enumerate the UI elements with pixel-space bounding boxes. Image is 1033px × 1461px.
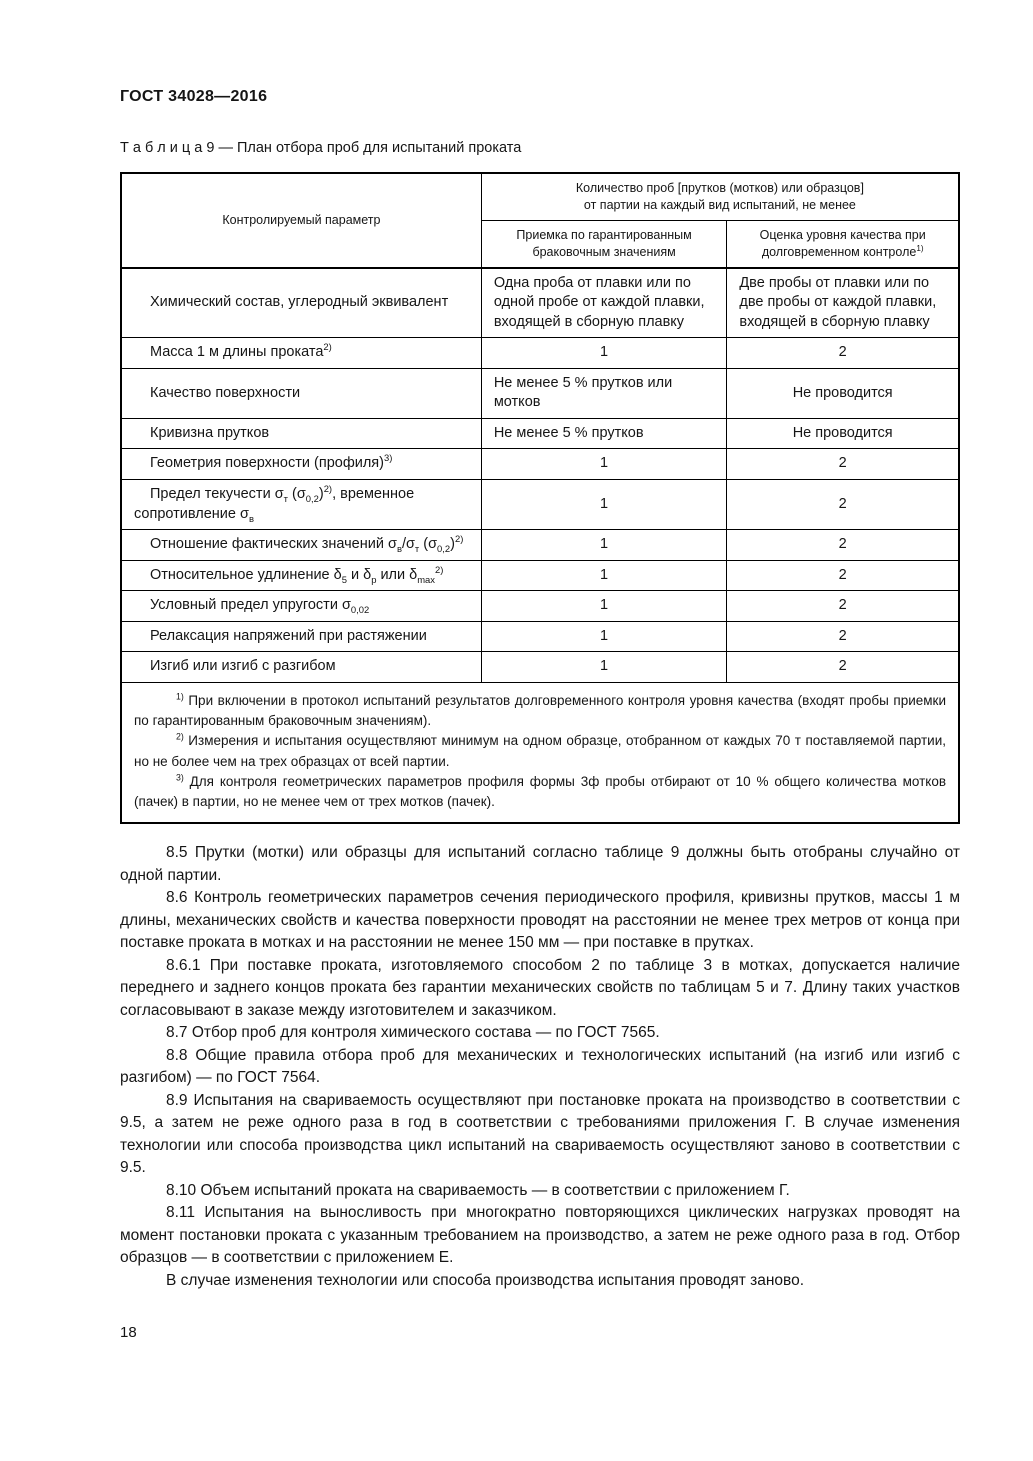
paragraph-8-5: 8.5 Прутки (мотки) или образцы для испытаний согласно таблице 9 должны быть отобраны случайно от одной партии. <box>120 844 960 884</box>
table-row-rod-curvature <box>121 418 959 449</box>
paragraph-8-7: 8.7 Отбор проб для контроля химического состава — по ГОСТ 7565. <box>166 1024 660 1042</box>
footnote-1: $^{1)}$ При включении в протокол испытаний результатов долговременного контроля уровня качества (входят пробы приемки по гарантированным браковочным значениям). <box>134 691 946 729</box>
param-cell: Масса 1 м длины проката$^{2)}$ <box>121 338 481 369</box>
col-header-quality-control: Оценка уровня качества при долговременном контроле$^{1)}$ <box>727 220 959 267</box>
footnotes-cell <box>121 682 959 823</box>
paragraph-8-6-1: 8.6.1 При поставке проката, изготовляемого способом 2 по таблице 3 в мотках, допускается наличие переднего и заднего концов проката без гарантии механических свойств по таблицам 5 и 7. Длину таких участков согласовывают в заказе между изготовителем и заказчиком. <box>120 956 960 1019</box>
param-cell: Условный предел упругости $\sigma_{0,02}$ <box>121 591 481 622</box>
doc-code: ГОСТ 34028—2016 <box>120 88 268 105</box>
table-row-actual-values-ratio <box>121 530 959 561</box>
table-row-chemical-composition <box>121 268 959 338</box>
acceptance-cell: 1 <box>481 480 727 530</box>
quality-cell: 2 <box>727 652 959 683</box>
col-header-acceptance: Приемка по гарантированным браковочным значениям <box>481 220 727 267</box>
footnote-3: $^{3)}$ Для контроля геометрических параметров профиля формы 3ф пробы отбирают от 10 % общего количества мотков (пачек) в партии, но не менее чем от трех мотков (пачек). <box>134 772 946 810</box>
table-row-mass-per-meter <box>121 338 959 369</box>
acceptance-cell: 1 <box>481 621 727 652</box>
col-header-quantity: Количество проб [прутков (мотков) или образцов] от партии на каждый вид испытаний, не менее <box>481 173 959 220</box>
paragraph-8-10: 8.10 Объем испытаний проката на свариваемость — в соответствии с приложением Г. <box>166 1181 790 1199</box>
param-cell: Изгиб или изгиб с разгибом <box>121 652 481 683</box>
param-cell: Кривизна прутков <box>121 418 481 449</box>
paragraph-final: В случае изменения технологии или способа производства испытания проводят заново. <box>166 1271 805 1289</box>
table-caption: Т а б л и ц а 9 — План отбора проб для испытаний проката <box>120 140 522 156</box>
table-row-elastic-limit <box>121 591 959 622</box>
acceptance-cell: 1 <box>481 530 727 561</box>
table-row-yield-strength <box>121 480 959 530</box>
quality-cell: 2 <box>727 530 959 561</box>
acceptance-cell: Одна проба от плавки или по одной пробе от каждой плавки, входящей в сборную плавку <box>481 268 727 338</box>
param-cell: Предел текучести $\sigma_т$ $(\sigma_{0,2})^{2)}$, временное сопротивление $\sigma_в$ <box>121 480 481 530</box>
acceptance-cell: Не менее 5 % прутков или мотков <box>481 368 727 418</box>
quality-cell: 2 <box>727 591 959 622</box>
quality-cell: 2 <box>727 621 959 652</box>
quality-cell: Не проводится <box>727 368 959 418</box>
acceptance-cell: 1 <box>481 652 727 683</box>
table-row-stress-relaxation <box>121 621 959 652</box>
paragraph-8-9: 8.9 Испытания на свариваемость осуществляют при постановке проката на производство в соответствии с 9.5, а затем не реже одного раза в год в соответствии с требованиями приложения Г. В случае изменения технологии или способа производства цикл испытаний на свариваемость осуществляют заново в соответствии с 9.5. <box>120 1091 960 1177</box>
param-cell: Релаксация напряжений при растяжении <box>121 621 481 652</box>
acceptance-cell: 1 <box>481 449 727 480</box>
acceptance-cell: Не менее 5 % прутков <box>481 418 727 449</box>
paragraph-8-6: 8.6 Контроль геометрических параметров сечения периодического профиля, кривизны прутков, массы 1 м длины, механических свойств и качества поверхности проводят на расстоянии не менее трех метров от конца при поставке проката в мотках и на расстоянии не менее 150 мм — при поставке в прутках. <box>120 889 960 952</box>
quality-cell: Две пробы от плавки или по две пробы от каждой плавки, входящей в сборную плавку <box>727 268 959 338</box>
table-row-surface-quality <box>121 368 959 418</box>
paragraph-8-11: 8.11 Испытания на выносливость при многократно повторяющихся циклических нагрузках проводят на момент постановки проката с указанным требованием на производство, а затем не реже одного раза в год. Отбор образцов — в соответствии с приложением Е. <box>120 1204 960 1267</box>
quality-cell: 2 <box>727 338 959 369</box>
quality-cell: 2 <box>727 560 959 591</box>
table-footnotes-row <box>121 682 959 823</box>
sampling-plan-table <box>120 172 960 824</box>
quality-cell: Не проводится <box>727 418 959 449</box>
acceptance-cell: 1 <box>481 591 727 622</box>
body-text <box>120 842 960 1292</box>
paragraph-8-8: 8.8 Общие правила отбора проб для механических и технологических испытаний (на изгиб или изгиб с разгибом) — по ГОСТ 7564. <box>120 1046 960 1087</box>
table-row-bend-test <box>121 652 959 683</box>
table-header-row-top <box>121 173 959 220</box>
param-cell: Отношение фактических значений $\sigma_в/\sigma_т$ $(\sigma_{0,2})^{2)}$ <box>121 530 481 561</box>
acceptance-cell: 1 <box>481 560 727 591</box>
param-cell: Химический состав, углеродный эквивалент <box>121 268 481 338</box>
footnote-2: $^{2)}$ Измерения и испытания осуществляют минимум на одном образце, отобранном от каждых 70 т поставляемой партии, но не более чем на трех образцах от всей партии. <box>134 731 946 769</box>
param-cell: Качество поверхности <box>121 368 481 418</box>
param-cell: Геометрия поверхности (профиля)$^{3)}$ <box>121 449 481 480</box>
quality-cell: 2 <box>727 449 959 480</box>
quality-cell: 2 <box>727 480 959 530</box>
page-number: 18 <box>120 1324 137 1342</box>
table-row-relative-elongation <box>121 560 959 591</box>
param-cell: Относительное удлинение $\delta_5$ и $\delta_р$ или $\delta_{max}^{2)}$ <box>121 560 481 591</box>
acceptance-cell: 1 <box>481 338 727 369</box>
table-row-surface-geometry <box>121 449 959 480</box>
col-header-parameter: Контролируемый параметр <box>121 173 481 268</box>
